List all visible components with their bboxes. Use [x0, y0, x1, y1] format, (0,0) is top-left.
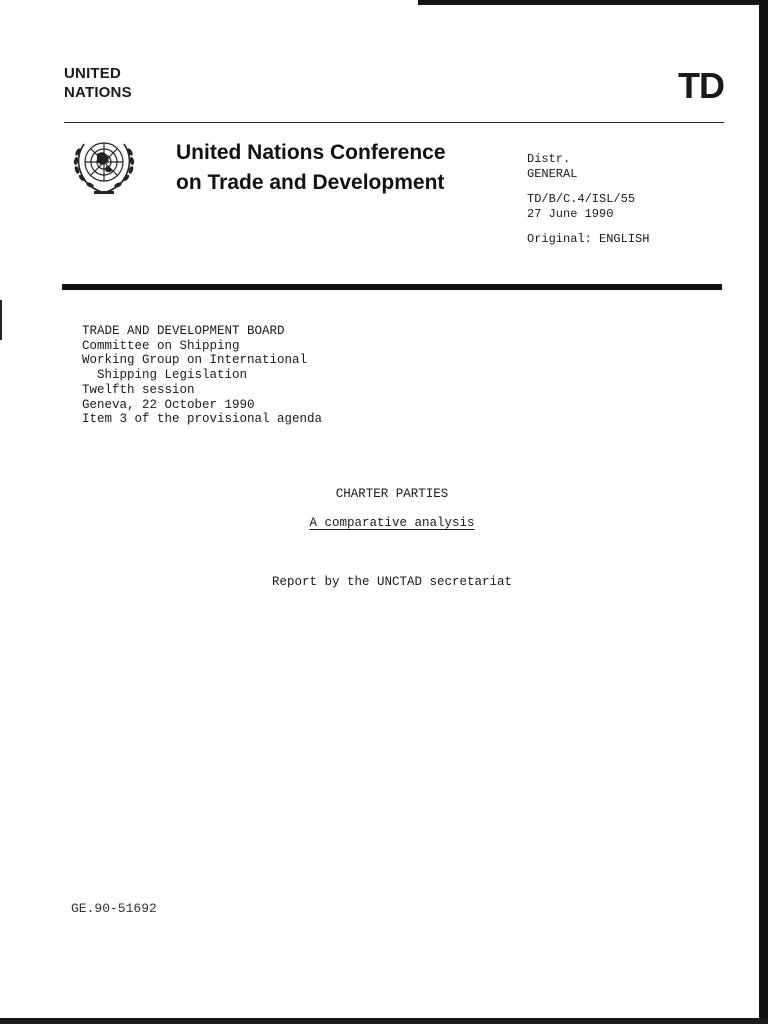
header-rule — [64, 122, 724, 123]
document-author: Report by the UNCTAD secretariat — [271, 575, 513, 589]
distr-label: Distr. — [527, 152, 571, 166]
conference-title-line-2: on Trade and Development — [176, 171, 445, 194]
meeting-line: Working Group on International — [82, 353, 308, 368]
meeting-line: Geneva, 22 October 1990 — [82, 397, 255, 412]
meeting-line: TRADE AND DEVELOPMENT BOARD — [82, 324, 285, 338]
original-language: Original: ENGLISH — [527, 232, 650, 246]
distribution-block — [527, 152, 649, 247]
org-line-1: UNITED — [64, 65, 122, 82]
scan-edge-top — [418, 0, 768, 5]
document-symbol: TD/B/C.4/ISL/55 — [527, 192, 636, 206]
td-logo: TD — [678, 65, 724, 106]
document-subtitle: A comparative analysis — [309, 516, 475, 530]
masthead-rule — [62, 284, 722, 290]
scan-edge-bottom — [0, 1018, 768, 1024]
distr-level: GENERAL — [527, 167, 578, 181]
meeting-line: Twelfth session — [82, 382, 195, 397]
org-line-2: NATIONS — [64, 84, 132, 101]
conference-title — [176, 138, 446, 198]
meeting-line: Item 3 of the provisional agenda — [82, 412, 323, 427]
job-number: GE.90-51692 — [71, 901, 157, 916]
meeting-line: Shipping Legislation — [82, 368, 248, 383]
meeting-line: Committee on Shipping — [82, 338, 240, 353]
scan-edge-left — [0, 300, 2, 340]
united-nations-heading — [64, 64, 132, 102]
conference-title-line-1: United Nations Conference — [176, 141, 446, 164]
meeting-info — [82, 324, 322, 427]
document-subtitle-wrap — [8, 516, 768, 530]
document-date: 27 June 1990 — [527, 207, 614, 221]
document-title: CHARTER PARTIES — [335, 487, 449, 501]
scan-edge-right — [759, 0, 768, 1024]
un-emblem-icon — [64, 134, 144, 198]
